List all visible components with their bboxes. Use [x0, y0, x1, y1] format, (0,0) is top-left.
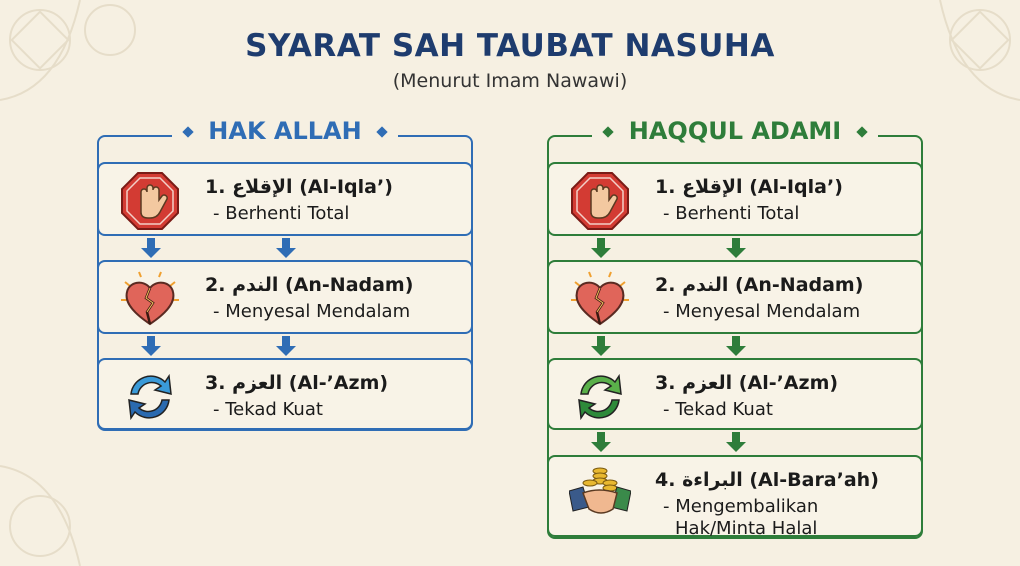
step-description [663, 399, 773, 421]
step-description [213, 301, 410, 323]
step-title: 2. الندم (An-Nadam) [205, 274, 414, 296]
diamond-icon [856, 126, 867, 137]
step-card [547, 260, 923, 334]
step-title: 4. البراءة (Al-Bara’ah) [655, 469, 879, 491]
step-card [547, 162, 923, 236]
step-description-line: - Tekad Kuat [663, 399, 773, 420]
diamond-icon [182, 126, 193, 137]
step-description [213, 399, 323, 421]
step-title: 2. الندم (An-Nadam) [655, 274, 864, 296]
cycle-arrows-icon [119, 366, 181, 428]
step-description [663, 301, 860, 323]
panel-heading-text: HAK ALLAH [208, 117, 362, 145]
broken-heart-icon [119, 268, 181, 330]
step-card [97, 260, 473, 334]
panel-hak-allah [97, 117, 473, 431]
step-description [213, 203, 349, 225]
step-card [547, 455, 923, 537]
step-description-line: - Menyesal Mendalam [663, 301, 861, 322]
diamond-icon [602, 126, 613, 137]
broken-heart-icon [569, 268, 631, 330]
step-title: 3. العزم (Al-’Azm) [205, 372, 389, 394]
step-title: 1. الإقلاع (Al-Iqla’) [655, 176, 843, 198]
step-card [97, 162, 473, 236]
cycle-arrows-icon [569, 366, 631, 428]
page-title: SYARAT SAH TAUBAT NASUHA [245, 28, 775, 64]
panel-heading-text: HAQQUL ADAMI [628, 117, 842, 145]
handshake-coins-icon [569, 463, 631, 525]
stop-hand-icon [119, 170, 181, 232]
stop-hand-icon [569, 170, 631, 232]
step-description [663, 203, 799, 225]
step-description-line: Hak/Minta Halal [675, 518, 818, 539]
step-description-line: - Tekad Kuat [213, 399, 323, 420]
step-description [663, 496, 818, 540]
step-card [97, 358, 473, 430]
page-subtitle: (Menurut Imam Nawawi) [392, 70, 628, 92]
corner-ornament [0, 426, 170, 566]
panel-heading [549, 117, 921, 145]
panel-haqqul-adami [547, 117, 923, 539]
panel-heading [99, 117, 471, 145]
diamond-icon [377, 126, 388, 137]
step-description-line: - Berhenti Total [213, 203, 350, 224]
step-title: 1. الإقلاع (Al-Iqla’) [205, 176, 393, 198]
step-description-line: - Mengembalikan [663, 496, 819, 517]
step-title: 3. العزم (Al-’Azm) [655, 372, 839, 394]
step-card [547, 358, 923, 430]
step-description-line: - Menyesal Mendalam [213, 301, 411, 322]
step-description-line: - Berhenti Total [663, 203, 800, 224]
